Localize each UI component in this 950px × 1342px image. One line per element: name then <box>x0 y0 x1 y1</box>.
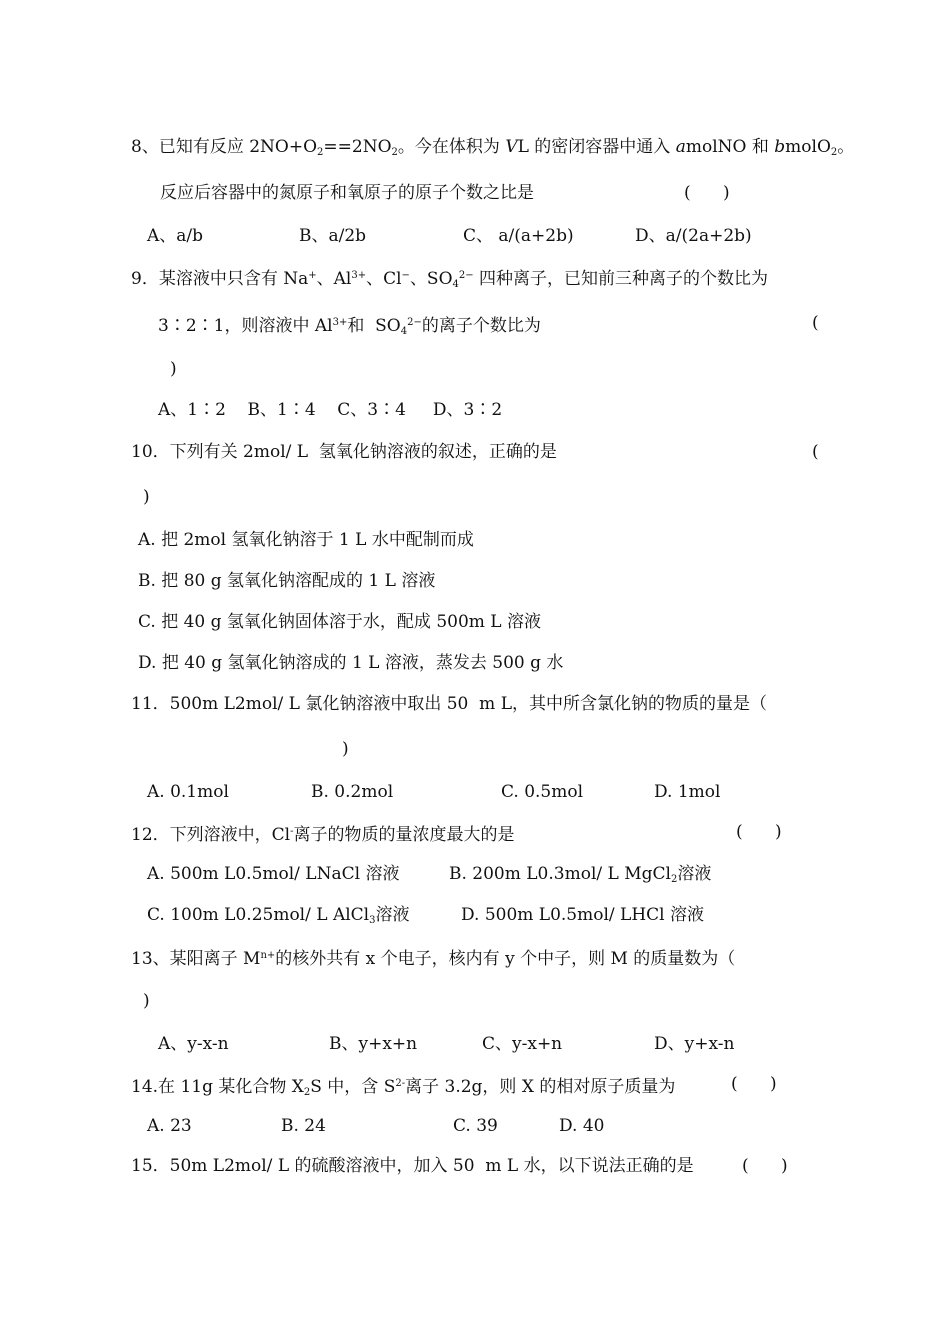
option-d: D. 500m L0.5mol/ LHCl 溶液 <box>461 905 705 925</box>
option-b: B、a/2b <box>299 226 367 246</box>
option-a: A、a/b <box>147 226 204 246</box>
option-c: C. 100m L0.25mol/ L AlCl$_3$溶液 <box>147 905 410 926</box>
question-10-stem: 10．下列有关 2mol/ L 氢氧化钠溶液的叙述，正确的是 <box>131 442 557 462</box>
question-13-stem: 13、某阳离子 $M^{n+}$的核外共有 x 个电子，核内有 y 个中子，则 M 的质量数为（ <box>131 949 736 969</box>
answer-bracket-open: ( <box>812 313 819 333</box>
answer-bracket: ( ) <box>731 1074 777 1094</box>
answer-bracket-close: ) <box>342 739 349 759</box>
option-a: A. 500m L0.5mol/ LNaCl 溶液 <box>147 864 400 884</box>
option-b: B. 把 80 g 氢氧化钠溶配成的 1 L 溶液 <box>138 571 436 591</box>
option-d: D. 40 <box>559 1116 605 1136</box>
question-14-stem: 14.在 11g 某化合物 $X_2S$ 中，含 $S^{2-}$离子 3.2g，则 X 的相对原子质量为 <box>131 1077 676 1098</box>
question-11-stem: 11．500m L2mol/ L 氯化钠溶液中取出 50 m L，其中所含氯化钠的物质的量是（ <box>131 694 767 714</box>
option-b: B、y+x+n <box>329 1034 418 1054</box>
answer-bracket: ( ) <box>736 822 782 842</box>
question-8-stem: 8、已知有反应 $2NO+O_2==2NO_2$。今在体积为 VL 的密闭容器中通入 amolNO 和 bmolO$_2$。 <box>131 137 855 158</box>
option-c: C、y-x+n <box>482 1034 563 1054</box>
question-8-line2: 反应后容器中的氮原子和氧原子的原子个数之比是 <box>160 183 534 203</box>
question-9-options: A、1∶2 B、1∶4 C、3∶4 D、3∶2 <box>158 400 503 420</box>
option-d: D、a/(2a+2b) <box>635 226 752 246</box>
question-9-line2: 3∶2∶1，则溶液中 $Al^{3+}$和 $SO_4^{2-}$的离子个数比为 <box>158 316 541 337</box>
option-a: A. 23 <box>147 1116 192 1136</box>
question-9-stem: 9．某溶液中只含有 Na+、$Al^{3+}$、Cl−、$SO_4^{2-}$ 四种离子，已知前三种离子的个数比为 <box>131 269 769 290</box>
option-b: B. 24 <box>281 1116 326 1136</box>
answer-bracket-close: ) <box>170 359 177 379</box>
option-b: B. 0.2mol <box>311 782 394 802</box>
answer-bracket-open: ( <box>812 442 819 462</box>
question-12-stem: 12．下列溶液中，Cl-离子的物质的量浓度最大的是 <box>131 825 515 845</box>
option-c: C、 a/(a+2b) <box>463 226 574 246</box>
option-c: C. 39 <box>453 1116 498 1136</box>
option-d: D. 把 40 g 氢氧化钠溶成的 1 L 溶液，蒸发去 500 g 水 <box>138 653 564 673</box>
option-c: C. 0.5mol <box>501 782 584 802</box>
option-b: B. 200m L0.3mol/ L MgCl$_2$溶液 <box>449 864 712 885</box>
option-a: A. 把 2mol 氢氧化钠溶于 1 L 水中配制而成 <box>138 530 474 550</box>
option-d: D、y+x-n <box>654 1034 735 1054</box>
option-d: D. 1mol <box>654 782 721 802</box>
answer-bracket-close: ) <box>143 487 150 507</box>
question-15-stem: 15．50m L2mol/ L 的硫酸溶液中，加入 50 m L 水，以下说法正确的是 <box>131 1156 694 1176</box>
option-a: A. 0.1mol <box>147 782 229 802</box>
answer-bracket-close: ) <box>143 991 150 1011</box>
answer-bracket: ( ) <box>742 1156 788 1176</box>
option-c: C. 把 40 g 氢氧化钠固体溶于水，配成 500m L 溶液 <box>138 612 542 632</box>
answer-bracket: ( ) <box>684 183 730 203</box>
option-a: A、y-x-n <box>158 1034 229 1054</box>
